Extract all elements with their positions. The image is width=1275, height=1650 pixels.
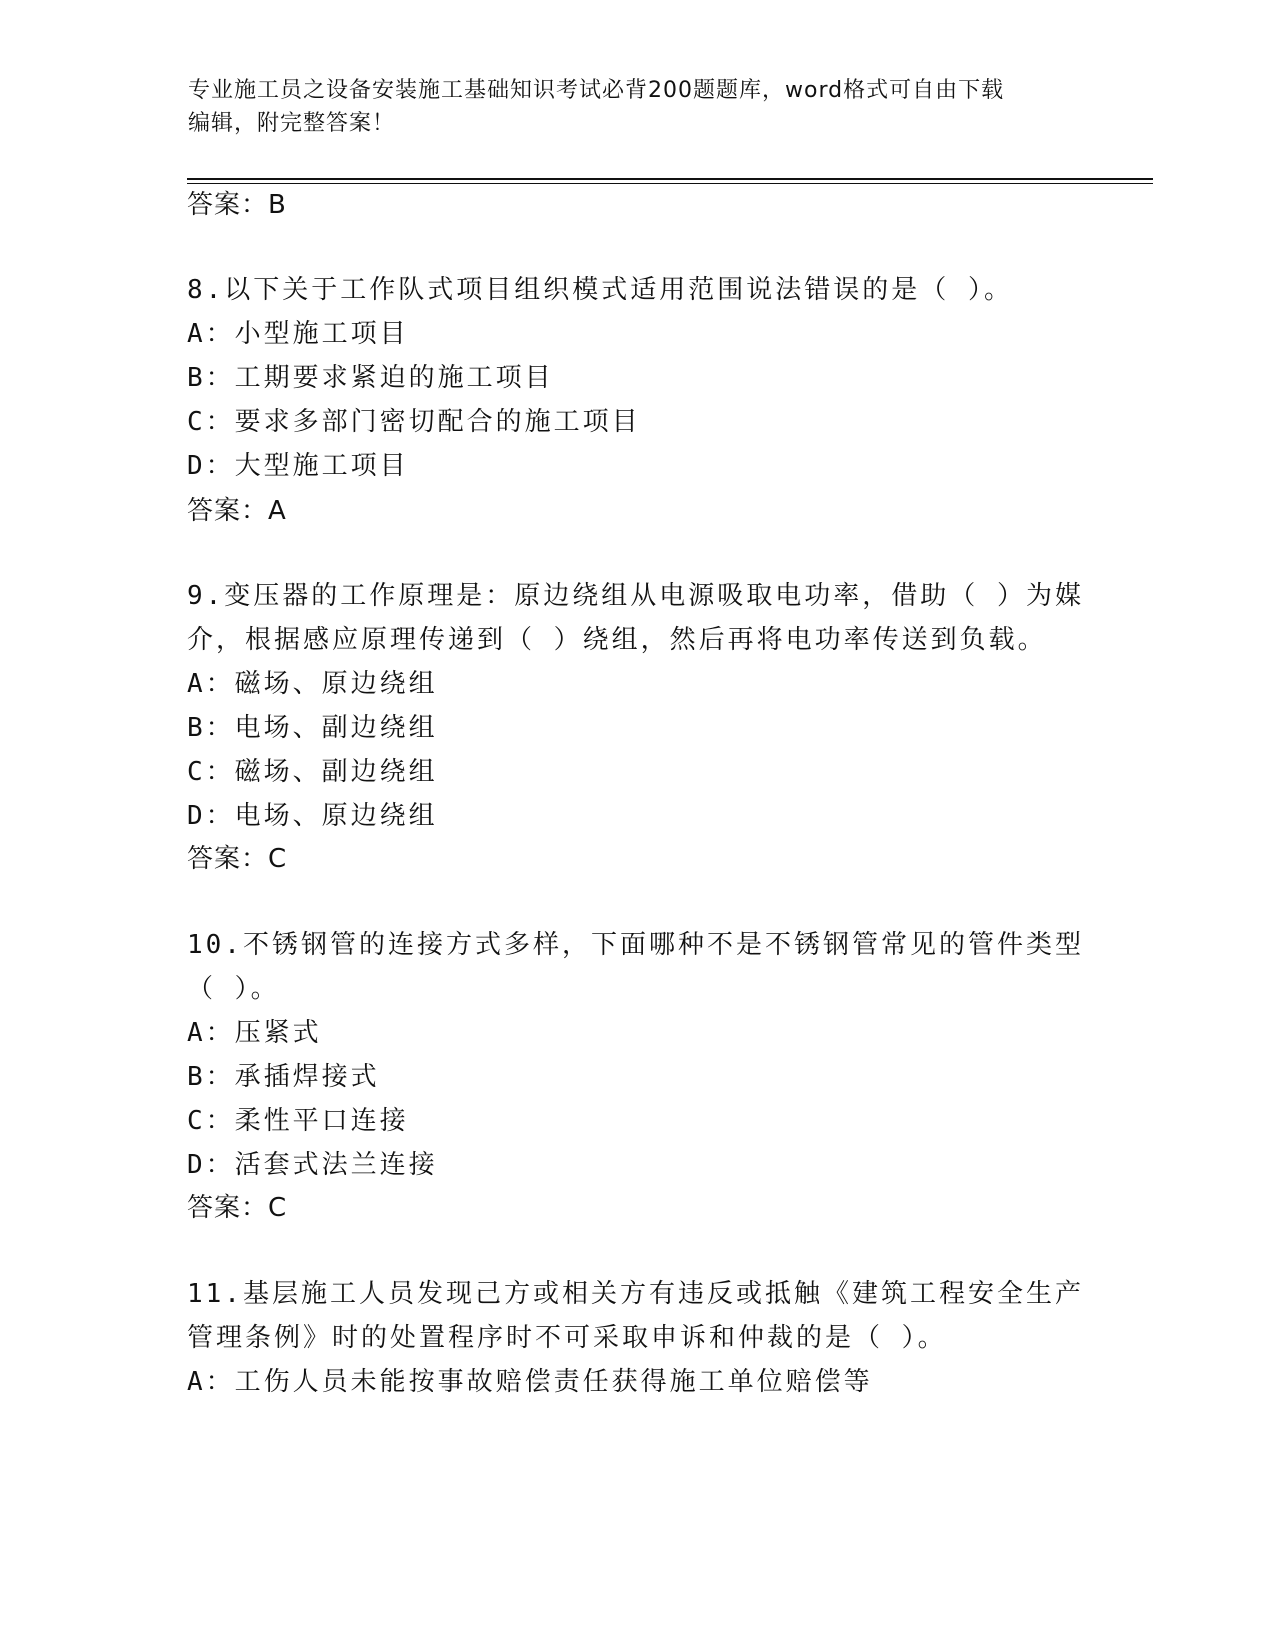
option-a: A：压紧式 bbox=[187, 1018, 322, 1048]
answer-line: 答案：A bbox=[187, 496, 287, 526]
option-a: A：小型施工项目 bbox=[187, 319, 409, 349]
option-d: D：活套式法兰连接 bbox=[187, 1150, 438, 1180]
question-text: 10.不锈钢管的连接方式多样，下面哪种不是不锈钢管常见的管件类型 bbox=[187, 930, 1084, 960]
option-b: B：电场、副边绕组 bbox=[187, 713, 438, 743]
header-divider-thick bbox=[187, 178, 1153, 180]
option-b: B：工期要求紧迫的施工项目 bbox=[187, 363, 554, 393]
document-header bbox=[188, 74, 1088, 140]
option-b: B：承插焊接式 bbox=[187, 1062, 380, 1092]
option-a: A：磁场、原边绕组 bbox=[187, 669, 438, 699]
question-text-continued: 介，根据感应原理传递到（ ）绕组，然后再将电功率传送到负载。 bbox=[187, 625, 1047, 655]
header-line-1: 专业施工员之设备安装施工基础知识考试必背200题题库，word格式可自由下载 bbox=[188, 78, 1005, 103]
option-d: D：电场、原边绕组 bbox=[187, 801, 438, 831]
question-text: 8.以下关于工作队式项目组织模式适用范围说法错误的是（ ）。 bbox=[187, 275, 1013, 305]
answer-line: 答案：C bbox=[187, 844, 288, 874]
answer-line: 答案：B bbox=[187, 190, 287, 220]
option-c: C：要求多部门密切配合的施工项目 bbox=[187, 407, 641, 437]
option-c: C：柔性平口连接 bbox=[187, 1106, 409, 1136]
question-text-continued: 管理条例》时的处置程序时不可采取申诉和仲裁的是（ ）。 bbox=[187, 1323, 947, 1353]
question-text: 11.基层施工人员发现己方或相关方有违反或抵触《建筑工程安全生产 bbox=[187, 1279, 1084, 1309]
question-text-continued: （ ）。 bbox=[187, 974, 280, 1004]
option-c: C：磁场、副边绕组 bbox=[187, 757, 438, 787]
option-d: D：大型施工项目 bbox=[187, 451, 409, 481]
question-text: 9.变压器的工作原理是：原边绕组从电源吸取电功率，借助（ ）为媒 bbox=[187, 581, 1084, 611]
header-line-2: 编辑，附完整答案！ bbox=[188, 111, 396, 136]
header-divider-thin bbox=[187, 183, 1153, 184]
answer-line: 答案：C bbox=[187, 1193, 288, 1223]
option-a: A：工伤人员未能按事故赔偿责任获得施工单位赔偿等 bbox=[187, 1367, 873, 1397]
